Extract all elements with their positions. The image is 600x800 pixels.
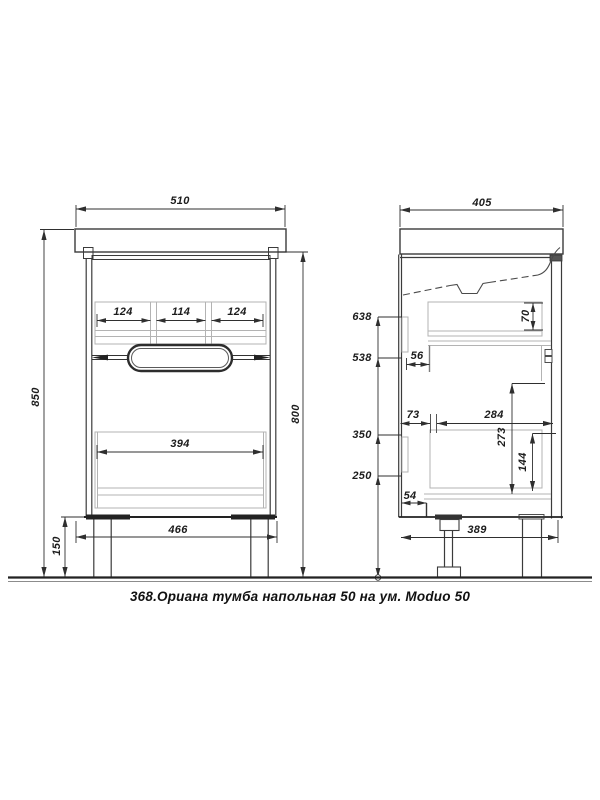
dim-150: [61, 517, 84, 577]
dim-label-405: 405: [472, 197, 492, 209]
dim-850: [40, 230, 74, 578]
dim-label-850: 850: [30, 387, 42, 407]
dim-73: [401, 421, 431, 426]
dim-284: [437, 421, 553, 426]
dim-label-284: 284: [484, 409, 504, 421]
side-upper-internals: [402, 302, 551, 472]
dim-label-250: 250: [352, 470, 372, 482]
front-drawer-divider: [92, 356, 270, 360]
front-handle: [128, 345, 232, 371]
dim-label-800: 800: [290, 404, 302, 424]
dim-label-466: 466: [168, 524, 188, 536]
dim-label-394: 394: [170, 438, 190, 450]
side-door-panel: [545, 261, 562, 519]
dim-level-chain: [375, 317, 402, 580]
dim-273: [509, 384, 545, 495]
dim-label-70: 70: [520, 309, 532, 323]
side-countertop: [400, 229, 563, 254]
dim-label-150: 150: [51, 536, 63, 556]
side-rear-leg: [519, 515, 544, 578]
drawing-caption: 368.Ориана тумба напольная 50 на ум. Moduo 50: [129, 589, 471, 604]
dim-label-638: 638: [352, 311, 372, 323]
dim-label-350: 350: [352, 429, 372, 441]
ground-line: [8, 578, 592, 582]
dim-label-54: 54: [403, 490, 417, 502]
side-front-leg: [435, 515, 462, 578]
dim-label-73: 73: [406, 409, 420, 421]
dim-510: [76, 205, 285, 227]
dim-label-273: 273: [496, 427, 508, 447]
dim-label-538: 538: [352, 352, 372, 364]
front-top-rail: [92, 256, 270, 260]
dim-label-114: 114: [171, 306, 191, 318]
dim-label-124-left: 124: [113, 306, 133, 318]
dim-label-124-right: 124: [227, 306, 247, 318]
dim-label-56: 56: [410, 350, 424, 362]
dim-label-510: 510: [170, 195, 190, 207]
dim-label-144: 144: [517, 452, 529, 472]
dim-label-389: 389: [467, 524, 487, 536]
front-countertop: [75, 229, 286, 252]
